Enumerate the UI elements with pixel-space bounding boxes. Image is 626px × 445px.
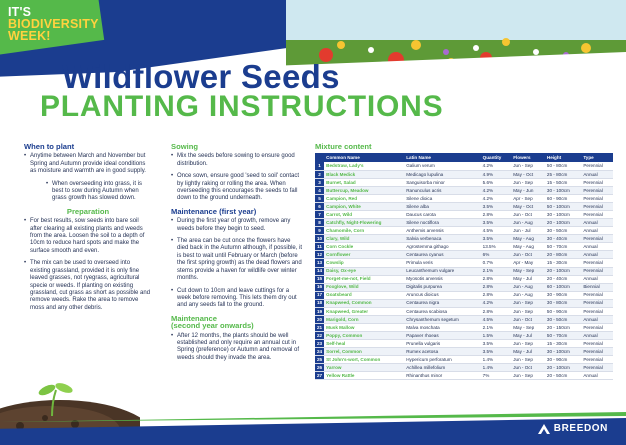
table-cell: Daisy, Ox-eye [324,267,404,275]
sowing-heading: Sowing [171,142,198,151]
table-cell: 4.2% [481,299,512,307]
table-cell: Perennial [581,267,613,275]
table-row [315,275,613,283]
table-cell: Annual [581,275,613,283]
table-row [315,307,613,315]
maintenance-second-heading [171,315,303,330]
table-row [315,347,613,355]
table-cell: 27 [317,372,323,378]
maintenance-first-list [171,218,303,309]
table-cell: Perennial [581,162,613,170]
table-cell: 1.5% [481,331,512,339]
table-cell: May - Sep [511,267,545,275]
table-cell: 20 - 100cm [545,219,581,227]
table-cell: 2.8% [481,307,512,315]
table-cell: 30 - 50cm [545,227,581,235]
list-item: • Once sown, ensure good 'seed to soil' contact by lightly raking or rolling the area. When overseeding this encourages the seeds to fall down to the ground underneath. [171,173,303,203]
table-cell: Knapweed, Greater [324,307,404,315]
table-cell: Foxglove, Wild [324,283,404,291]
table-cell: 2.8% [481,275,512,283]
table-cell: Musk Mallow [324,323,404,331]
table-cell: 5.6% [481,179,512,187]
table-cell: 11 [315,243,324,251]
table-cell: 20 - 100cm [545,267,581,275]
table-cell: 15 - 30cm [545,259,581,267]
table-cell: Centaurea cyanus [404,251,480,259]
table-cell: 30 - 90cm [545,356,581,364]
list-item: • When overseeding into grass, it is best to sow during Autumn when grass growth has slowed down. [46,181,152,203]
table-cell: 1.4% [481,356,512,364]
table-cell: 30 - 100cm [545,187,581,195]
table-cell: 2.8% [481,283,512,291]
table-cell: Malva moschata [404,323,480,331]
table-row [315,372,613,380]
table-row [315,291,613,299]
table-cell: Jun - Sep [511,299,545,307]
table-cell: Salvia verbenaca [404,235,480,243]
table-cell: Annual [581,315,613,323]
table-cell: Hypericum perforatum [404,356,480,364]
table-row [315,251,613,259]
table-row [315,299,613,307]
table-cell: Jun - Aug [511,283,545,291]
table-cell: 13.5% [481,243,512,251]
table-cell: Jun - Sep [511,162,545,170]
page-subtitle: PLANTING INSTRUCTIONS [40,90,444,123]
table-row [315,195,613,203]
list-item: • Mix the seeds before sowing to ensure good distribution. [171,153,303,168]
list-item: • Anytime between March and November but Spring and Autumn provide ideal conditions as moisture and warmth are in good supply. [24,153,152,175]
table-cell: Chrysanthemum segetum [404,315,480,323]
table-cell: May - Aug [511,235,545,243]
table-cell: 19 [317,308,323,314]
table-cell: Leucanthemum vulgare [404,267,480,275]
table-cell: 1 [315,162,324,170]
table-cell: May - Jul [511,331,545,339]
table-cell: 30 - 90cm [545,291,581,299]
table-cell: Perennial [581,356,613,364]
table-cell: Jun - Jul [511,227,545,235]
table-row [315,331,613,339]
table-cell: 4.2% [481,162,512,170]
table-cell: 10 [317,236,323,242]
table-cell: 3.5% [481,203,512,211]
table-cell: 60 - 100cm [545,283,581,291]
table-cell: Knapweed, Common [324,299,404,307]
table-cell: 15 - 50cm [545,179,581,187]
logo-text: BREEDON [553,423,608,434]
table-cell: 60 - 90cm [545,195,581,203]
preparation-heading: Preparation [66,206,110,216]
table-cell: Jun - Sep [511,179,545,187]
table-cell: 30 - 100cm [545,347,581,355]
table-cell: 50 - 70cm [545,243,581,251]
table-cell: Catchfly, Night-Flowering [324,219,404,227]
header-banner [0,0,626,140]
table-cell: Achillea millefolium [404,364,480,372]
table-cell: Apr - May [511,259,545,267]
table-cell: 4.2% [481,195,512,203]
table-cell: Perennial [581,291,613,299]
table-cell: Campion, White [324,203,404,211]
badge-line-3: WEEK! [8,29,51,43]
table-cell: Jun - Aug [511,291,545,299]
table-cell: Perennial [581,203,613,211]
table-cell: Aruncus dioicus [404,291,480,299]
table-cell: 22 [317,332,323,338]
table-cell: Perennial [581,323,613,331]
table-row [315,283,613,291]
table-cell: Agrostemma githago [404,243,480,251]
table-cell: 23 [317,340,323,346]
table-cell: 14 [317,268,323,274]
table-cell: 4.9% [481,170,512,178]
table-row [315,339,613,347]
list-item: • During the first year of growth, remove any weeds before they begin to seed. [171,218,303,233]
breedon-mark-icon [538,424,550,434]
table-cell: 3.5% [481,219,512,227]
table-cell: 4 [315,187,324,195]
mixture-table-body [315,162,613,379]
maintenance-second-heading-line2: (second year onwards) [171,321,254,331]
when-to-plant-list [24,153,152,202]
table-cell: Jun - Sep [511,356,545,364]
column-header: Common Name [324,153,404,162]
column-planting [24,143,152,317]
column-header: Type [581,153,613,162]
table-cell: May - Aug [511,243,545,251]
column-header: Height [545,153,581,162]
table-cell: Yarrow [324,364,404,372]
table-cell: 6% [481,251,512,259]
table-cell: 25 - 80cm [545,170,581,178]
table-cell: Clary, Wild [324,235,404,243]
table-cell: Silene alba [404,203,480,211]
table-cell: Chamomile, Corn [324,227,404,235]
table-cell: 18 [317,300,323,306]
list-item: • For best results, sow seeds into bare soil after clearing all existing plants and weeds from the area. Loosen the soil to a depth of 10cm to reduce hard spots and make the surface smooth and even. [24,218,152,255]
table-cell: Perennial [581,211,613,219]
table-cell: Black Medick [324,170,404,178]
table-row [315,170,613,178]
table-cell: 13 [317,260,323,266]
page-title: Wildflower Seeds [62,58,340,95]
table-cell: 30 - 100cm [545,211,581,219]
table-cell: 20 - 40cm [545,275,581,283]
list-item: • The mix can be used to overseed into existing grassland, provided it is only fine leaved grasses, not ryegrass, agricultural specie or weeds. If planting on existing grassland, cut grass as short as possible and remove weeds. Rake the area to remove moss and any other debris. [24,260,152,312]
mixture-table [315,153,613,380]
table-row [315,187,613,195]
table-cell: 26 [317,364,323,370]
table-cell: Perennial [581,259,613,267]
table-cell: Annual [581,170,613,178]
table-cell: Rumex acetosa [404,347,480,355]
table-cell: 50 - 90cm [545,307,581,315]
table-cell: Papaver rhoeas [404,331,480,339]
table-cell: 4.2% [481,187,512,195]
when-to-plant-heading: When to plant [24,142,75,151]
table-row [315,243,613,251]
table-cell: 8 [315,219,324,227]
table-cell: 12 [317,252,323,258]
table-cell: 15 - 30cm [545,339,581,347]
table-cell: Jun - Oct [511,251,545,259]
table-cell: Perennial [581,307,613,315]
table-cell: 21 [317,324,323,330]
table-cell: Poppy, Common [324,331,404,339]
table-cell: Perennial [581,347,613,355]
table-cell: 30 - 80cm [545,299,581,307]
table-cell: Annual [581,243,613,251]
table-cell: Silene dioica [404,195,480,203]
biodiversity-week-badge [8,6,99,42]
table-cell: Burnet, Salad [324,179,404,187]
table-row [315,227,613,235]
column-header: Flowers [511,153,545,162]
table-cell: Jun - Sep [511,372,545,380]
table-cell: Marigold, Corn [324,315,404,323]
table-cell: 5 [315,195,324,203]
table-row [315,364,613,372]
table-cell: Apr - Sep [511,195,545,203]
table-cell: 4.5% [481,315,512,323]
table-cell: 17 [317,292,323,298]
table-cell: Self-heal [324,339,404,347]
table-cell: Perennial [581,195,613,203]
table-cell: Myosotis arvensis [404,275,480,283]
table-cell: 4.5% [481,227,512,235]
table-cell: Jun - Oct [511,364,545,372]
table-row [315,259,613,267]
table-cell: 20 - 100cm [545,364,581,372]
table-cell: 3.5% [481,235,512,243]
table-row [315,203,613,211]
table-cell: Prunella vulgaris [404,339,480,347]
table-cell: 15 [317,276,323,282]
mixture-heading: Mixture content [315,142,372,151]
table-cell: Annual [581,372,613,380]
table-cell: Yellow Rattle [324,372,404,380]
table-cell: 25 [317,356,323,362]
list-item: • The area can be cut once the flowers have died back in the Autumn although, if possible, it is best to wait until February or March (before the first spring growth) as the dead flowers and stems provide a haven for wildlife over winter months. [171,238,303,282]
table-row [315,267,613,275]
list-item: • After 12 months, the plants should be well established and only require an annual cut in Spring (preference) or Autumn and removal of weeds should they invade the area. [171,333,303,363]
table-cell: Anthemis arvensis [404,227,480,235]
table-cell: May - Jun [511,187,545,195]
table-cell: 20 - 80cm [545,251,581,259]
badge-line-1: IT'S [8,5,32,19]
table-row [315,219,613,227]
table-cell: Bedstraw, Lady's [324,162,404,170]
table-cell: Buttercup, Meadow [324,187,404,195]
table-cell: Daucus carota [404,211,480,219]
column-header: Latin Name [404,153,480,162]
table-cell: Medicago lupulina [404,170,480,178]
table-cell: 50 - 80cm [545,162,581,170]
table-cell: 24 [317,348,323,354]
table-cell: Galium verum [404,162,480,170]
table-cell: 1.4% [481,364,512,372]
table-cell: Corn Cockle [324,243,404,251]
table-cell: Jun - Oct [511,315,545,323]
table-cell: 3.5% [481,339,512,347]
breedon-logo [538,423,608,434]
table-cell: Annual [581,251,613,259]
table-cell: 2.1% [481,267,512,275]
table-cell: 2.8% [481,291,512,299]
table-header-row [315,153,613,162]
maintenance-second-heading-line1: Maintenance [171,313,217,323]
table-cell: Jun - Aug [511,219,545,227]
table-cell: Cornflower [324,251,404,259]
table-cell: May - Sep [511,323,545,331]
sowing-list [171,153,303,202]
table-cell: 20 - 50cm [545,372,581,380]
badge-line-2: BIODIVERSITY [8,17,99,31]
table-row [315,179,613,187]
table-row [315,315,613,323]
table-cell: Centaurea nigra [404,299,480,307]
table-cell: Perennial [581,187,613,195]
table-cell: Rhinanthus minor [404,372,480,380]
table-cell: Annual [581,219,613,227]
table-cell: 2.8% [481,211,512,219]
table-row [315,162,613,170]
table-cell: Jun - Sep [511,307,545,315]
table-cell: Digitalis purpurea [404,283,480,291]
table-cell: Ranunculus acris [404,187,480,195]
column-header [315,153,324,162]
table-cell: Campion, Red [324,195,404,203]
table-cell: May - Oct [511,170,545,178]
table-cell: 30 - 50cm [545,315,581,323]
list-item: • Cut down to 10cm and leave cuttings for a week before removing. This lets them dry out and any seeds fall to the ground. [171,288,303,310]
table-cell: 7 [315,211,324,219]
table-cell: Silene noctiflora [404,219,480,227]
table-row [315,235,613,243]
column-care [171,143,303,367]
table-cell: 3.5% [481,347,512,355]
table-cell: 30 - 40cm [545,235,581,243]
table-cell: 3 [315,179,324,187]
preparation-list [24,218,152,312]
table-cell: Sanguisorba minor [404,179,480,187]
table-row [315,211,613,219]
table-cell: 20 - 150cm [545,323,581,331]
table-cell: Cowslip [324,259,404,267]
table-cell: May - Jul [511,275,545,283]
table-cell: 50 - 100cm [545,203,581,211]
table-cell: 50 - 70cm [545,331,581,339]
table-cell: Carrot, Wild [324,211,404,219]
table-row [315,356,613,364]
table-cell: Perennial [581,339,613,347]
table-cell: Centaurea scabiosa [404,307,480,315]
table-cell: Perennial [581,299,613,307]
table-cell: 0.7% [481,259,512,267]
maintenance-second-list [171,333,303,363]
table-cell: 16 [317,284,323,290]
table-cell: Primula veris [404,259,480,267]
table-cell: Perennial [581,364,613,372]
table-cell: St John's-wort, Common [324,356,404,364]
table-cell: Annual [581,227,613,235]
table-cell: 20 [317,316,323,322]
maintenance-first-heading: Maintenance (first year) [171,206,257,216]
table-cell: 9 [315,227,324,235]
table-cell: 2 [315,170,324,178]
table-row [315,323,613,331]
table-cell: Biennial [581,283,613,291]
column-mixture [315,143,615,380]
table-cell: 6 [315,203,324,211]
table-cell: Perennial [581,235,613,243]
table-cell: May - Jul [511,347,545,355]
table-cell: Sorrel, Common [324,347,404,355]
table-cell: Annual [581,331,613,339]
table-cell: Jun - Sep [511,339,545,347]
table-cell: Perennial [581,179,613,187]
table-cell: Forget-me-not, Field [324,275,404,283]
table-cell: May - Oct [511,203,545,211]
table-cell: 7% [481,372,512,380]
table-cell: Goatsbeard [324,291,404,299]
column-header: Quantity [481,153,512,162]
table-cell: 2.1% [481,323,512,331]
table-cell: Jun - Oct [511,211,545,219]
